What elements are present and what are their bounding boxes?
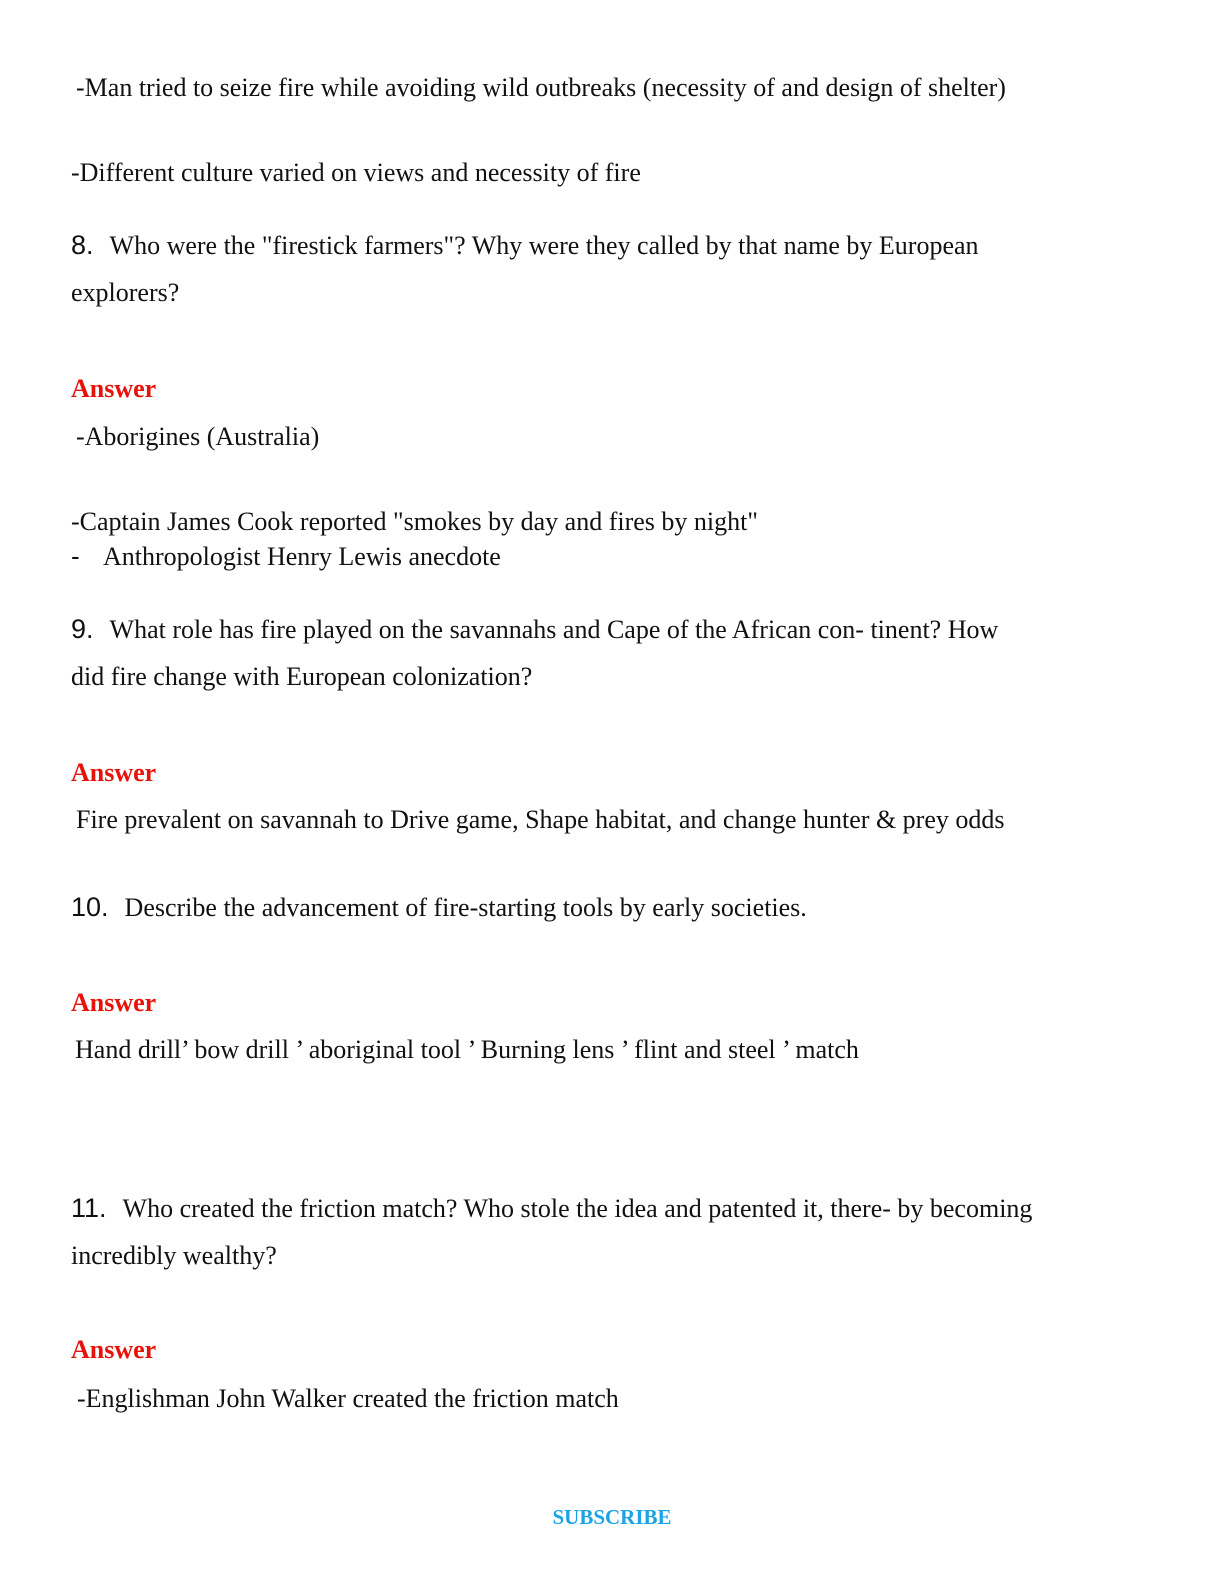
answer-text: -Captain James Cook reported "smokes by day and fires by night" <box>71 507 758 536</box>
answer-label: Answer <box>71 1335 157 1364</box>
question-number: 10. <box>71 892 109 922</box>
dash-bullet: - <box>71 541 80 571</box>
intro-text-line: -Man tried to seize fire while avoiding wild outbreaks (necessity of and design of shelter) <box>76 73 1006 102</box>
answer-label: Answer <box>71 988 157 1017</box>
answer-label: Answer <box>71 374 157 403</box>
answer-text: Anthropologist Henry Lewis anecdote <box>103 542 501 571</box>
question-10 <box>71 891 807 924</box>
answer-label: Answer <box>71 758 157 787</box>
question-text: Who created the friction match? Who stole the idea and patented it, there- by becoming <box>122 1194 1033 1223</box>
question-text-continued: explorers? <box>71 278 180 307</box>
question-text-continued: did fire change with European colonization? <box>71 662 533 691</box>
question-9 <box>71 613 998 646</box>
question-text: What role has fire played on the savannahs and Cape of the African con- tinent? How <box>109 615 999 644</box>
answer-text: -Aborigines (Australia) <box>76 422 320 451</box>
intro-text-line: -Different culture varied on views and necessity of fire <box>71 158 641 187</box>
answer-text: Hand drill’ bow drill ’ aboriginal tool ’ Burning lens ’ flint and steel ’ match <box>75 1035 859 1064</box>
question-text: Who were the "firestick farmers"? Why were they called by that name by European <box>109 231 979 260</box>
question-number: 11. <box>71 1193 107 1223</box>
question-number: 9. <box>71 614 94 644</box>
question-11 <box>71 1192 1032 1225</box>
question-text-continued: incredibly wealthy? <box>71 1241 277 1270</box>
answer-text: Fire prevalent on savannah to Drive game, Shape habitat, and change hunter & prey odds <box>76 805 1005 834</box>
answer-text: -Englishman John Walker created the friction match <box>77 1384 619 1413</box>
answer-bullet-item <box>71 540 501 573</box>
question-text: Describe the advancement of fire-starting tools by early societies. <box>124 893 807 922</box>
question-8 <box>71 229 979 262</box>
question-number: 8. <box>71 230 94 260</box>
subscribe-link[interactable]: SUBSCRIBE <box>552 1505 672 1529</box>
